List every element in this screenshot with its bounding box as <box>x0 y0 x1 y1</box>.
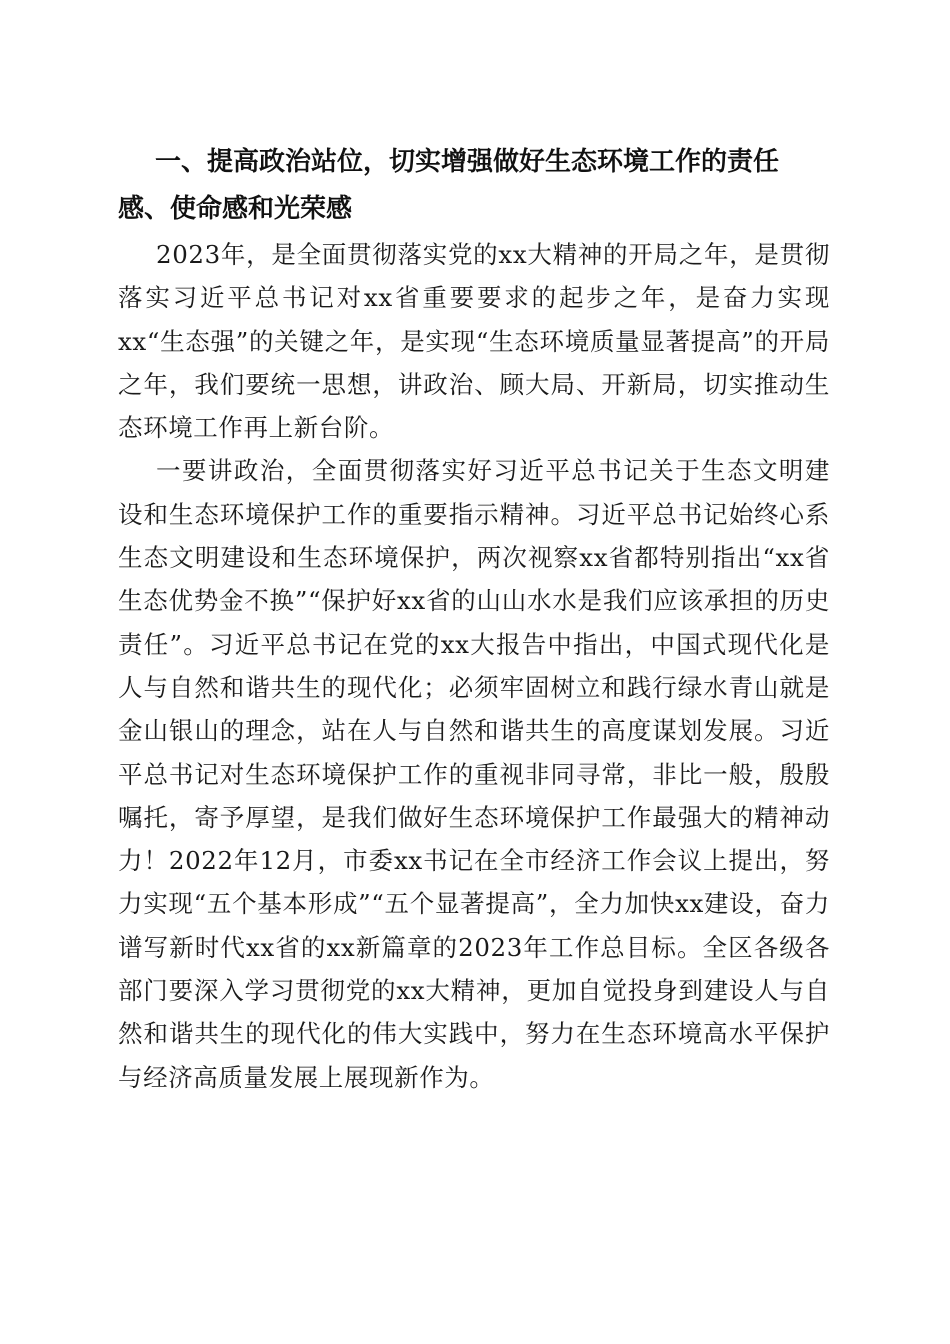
document-body <box>118 139 830 1099</box>
section-heading: 一、提高政治站位，切实增强做好生态环境工作的责任感、使命感和光荣感 <box>118 147 780 224</box>
paragraph-politics: 一要讲政治，全面贯彻落实好习近平总书记关于生态文明建设和生态环境保护工作的重要指示精神。习近平总书记始终心系生态文明建设和生态环境保护，两次视察xx省都特别指出“xx省生态优势金不换”“保护好xx省的山山水水是我们应该承担的历史责任”。习近平总书记在党的xx大报告中指出，中国式现代化是人与自然和谐共生的现代化；必须牢固树立和践行绿水青山就是金山银山的理念，站在人与自然和谐共生的高度谋划发展。习近平总书记对生态环境保护工作的重视非同寻常，非比一般，殷殷嘱托，寄予厚望，是我们做好生态环境保护工作最强大的精神动力！2022年12月，市委xx书记在全市经济工作会议上提出，努力实现“五个基本形成”“五个显著提高”，全力加快xx建设，奋力谱写新时代xx省的xx新篇章的2023年工作总目标。全区各级各部门要深入学习贯彻党的xx大精神，更加自觉投身到建设人与自然和谐共生的现代化的伟大实践中，努力在生态环境高水平保护与经济高质量发展上展现新作为。 <box>118 456 830 1092</box>
paragraph-intro: 2023年，是全面贯彻落实党的xx大精神的开局之年，是贯彻落实习近平总书记对xx省重要要求的起步之年，是奋力实现xx“生态强”的关键之年，是实现“生态环境质量显著提高”的开局之年，我们要统一思想，讲政治、顾大局、开新局，切实推动生态环境工作再上新台阶。 <box>118 240 830 443</box>
